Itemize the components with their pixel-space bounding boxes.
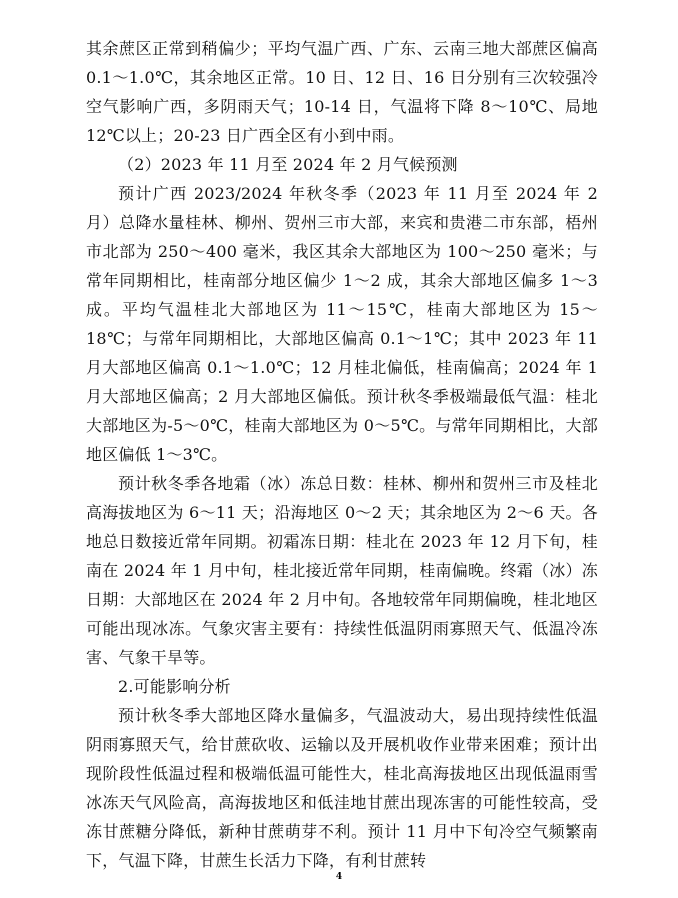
- paragraph-forecast-precipitation-temperature: 预计广西 2023/2024 年秋冬季（2023 年 11 月至 2024 年 2 月）总降水量桂林、柳州、贺州三市大部，来宾和贵港二市东部，梧州市北部为 250～400 毫米，我区其余大部地区为 100～250 毫米；与常年同期相比，桂南部分地区偏少 1～2 成，其余大部地区偏多 1～3 成。平均气温桂北大部地区为 11～15℃，桂南大部地区为 15～18℃；与常年同期相比，大部地区偏高 0.1～1℃；其中 2023 年 11 月大部地区偏高 0.1～1.0℃；12 月桂北偏低，桂南偏高；2024 年 1 月大部地区偏高；2 月大部地区偏低。预计秋冬季极端最低气温：桂北大部地区为-5～0℃，桂南大部地区为 0～5℃。与常年同期相比，大部地区偏低 1～3℃。: [86, 184, 598, 464]
- paragraph-forecast-frost: 预计秋冬季各地霜（冰）冻总日数：桂林、柳州和贺州三市及桂北高海拔地区为 6～11 天；沿海地区 0～2 天；其余地区为 2～6 天。各地总日数接近常年同期。初霜冻日期：桂北在 2023 年 12 月下旬，桂南在 2024 年 1 月中旬，桂北接近常年同期，桂南偏晚。终霜（冰）冻日期：大部地区在 2024 年 2 月中旬。各地较常年同期偏晚，桂北地区可能出现冰冻。气象灾害主要有：持续性低温阴雨寡照天气、低温冷冻害、气象干旱等。: [86, 474, 598, 667]
- section-heading-impact-analysis: 2.可能影响分析: [118, 677, 231, 696]
- paragraph-continued: 其余蔗区正常到稍偏少；平均气温广西、广东、云南三地大部蔗区偏高 0.1～1.0℃，其余地区正常。10 日、12 日、16 日分别有三次较强冷空气影响广西，多阴雨天气；10-14 日，气温将下降 8～10℃、局地 12℃以上；20-23 日广西全区有小到中雨。: [86, 39, 598, 145]
- page-number: 4: [335, 872, 343, 882]
- document-body: [86, 34, 598, 875]
- section-heading-climate-forecast: （2）2023 年 11 月至 2024 年 2 月气候预测: [118, 155, 458, 174]
- paragraph-impact: 预计秋冬季大部地区降水量偏多，气温波动大，易出现持续性低温阴雨寡照天气，给甘蔗砍收、运输以及开展机收作业带来困难；预计出现阶段性低温过程和极端低温可能性大，桂北高海拔地区出现低温雨雪冰冻天气风险高，高海拔地区和低洼地甘蔗出现冻害的可能性较高，受冻甘蔗糖分降低，新种甘蔗萌芽不利。预计 11 月中下旬冷空气频繁南下，气温下降，甘蔗生长活力下降，有利甘蔗转: [86, 706, 598, 870]
